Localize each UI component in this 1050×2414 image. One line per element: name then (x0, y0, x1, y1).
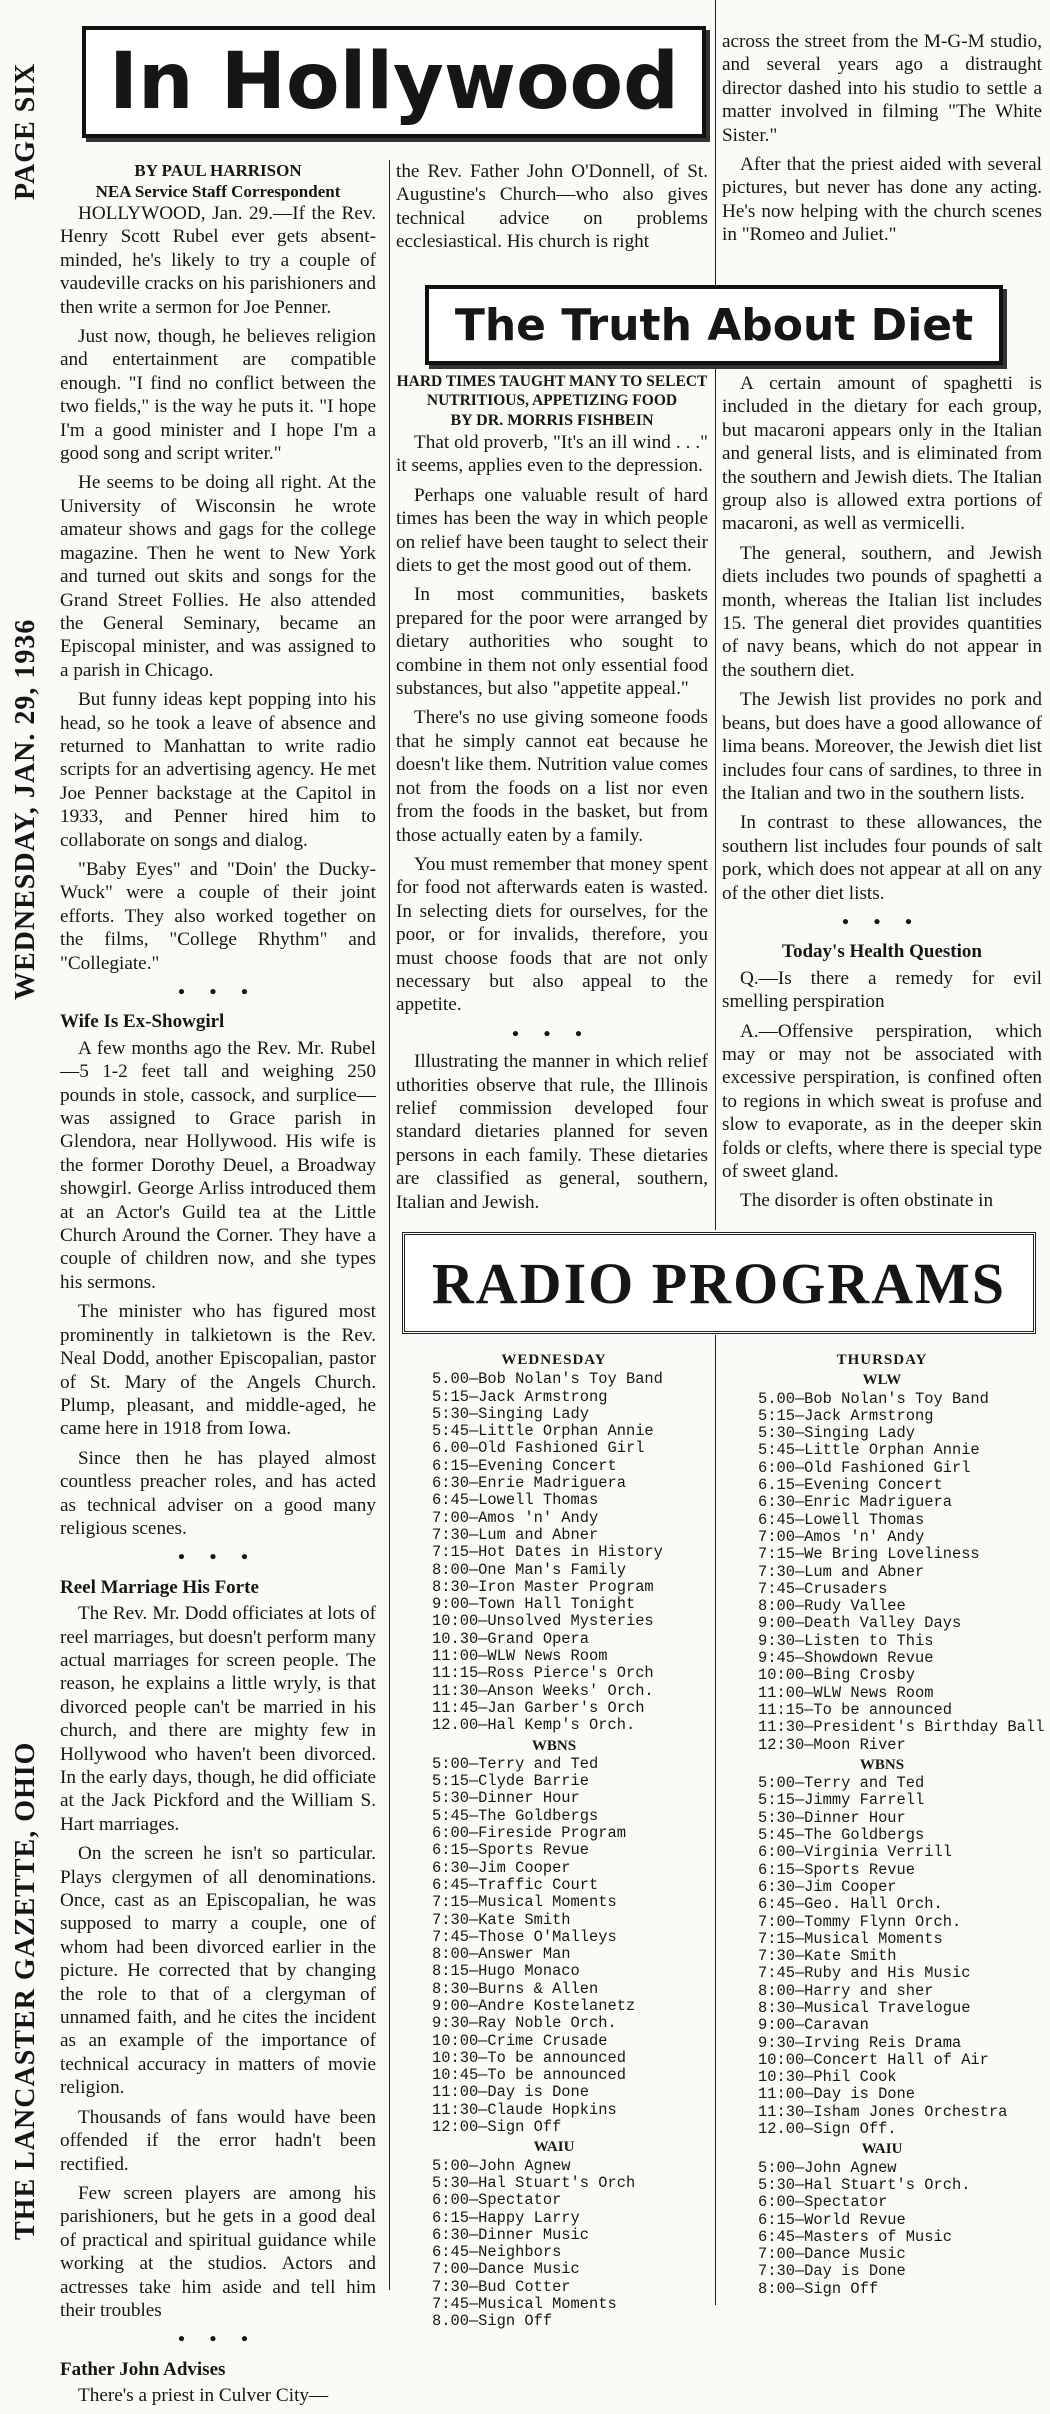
program-listing: 7:30—Bud Cotter (432, 2277, 571, 2296)
health-question-head: Today's Health Question (782, 941, 982, 963)
hollywood-column-3 (722, 30, 1042, 253)
program-listing: 9:00—Town Hall Tonight (432, 1595, 636, 1614)
program-listing: 11:30—President's Birthday Ball (758, 1718, 1045, 1737)
program-listing: 5:15—Jack Armstrong (758, 1406, 934, 1425)
section-dots: • • • (178, 982, 258, 1003)
program-listing: 6:45—Geo. Hall Orch. (758, 1895, 943, 1914)
program-listing: 6:45—Lowell Thomas (758, 1510, 925, 1529)
paper-label: THE LANCASTER GAZETTE, OHIO (10, 1741, 41, 2240)
date-label: WEDNESDAY, JAN. 29, 1936 (10, 618, 41, 1000)
program-listing: 7:30—Kate Smith (758, 1947, 897, 1966)
radio-programs-title: RADIO PROGRAMS (431, 1250, 1007, 1316)
program-listing: 7:00—Amos 'n' Andy (758, 1527, 925, 1546)
program-listing: 5:45—The Goldbergs (432, 1806, 599, 1825)
hollywood-byline: BY PAUL HARRISON (134, 161, 302, 180)
paragraph: across the street from the M-G-M studio, and several years ago a distraught director dashed into his studio to settle a matter involved in filming "The White Sister." (722, 31, 1042, 146)
station-heading: WBNS (531, 1737, 577, 1754)
program-listing: 12:30—Moon River (758, 1735, 906, 1754)
program-listing: 5:30—Singing Lady (432, 1404, 590, 1423)
program-listing: 10:00—Crime Crusade (432, 2031, 608, 2050)
program-listing: 7:00—Tommy Flynn Orch. (758, 1912, 962, 1931)
program-listing: 5:30—Hal Stuart's Orch. (758, 2175, 971, 2194)
program-listing: 6:00—Fireside Program (432, 1824, 626, 1843)
program-listing: 9:30—Irving Reis Drama (758, 2033, 962, 2052)
program-listing: 6:00—Spectator (758, 2193, 888, 2212)
program-listing: 7:30—Lum and Abner (758, 1562, 925, 1581)
program-listing: 11:30—Claude Hopkins (432, 2100, 617, 2119)
program-listing: 11:00—Day is Done (758, 2085, 916, 2104)
station-heading: WBNS (859, 1756, 905, 1773)
paragraph: The Jewish list provides no pork and beans, but does have a good allowance of lima beans. Moreover, the Jewish diet list includes four cans of sardines, to three in the Italian and two in the southern lists. (722, 689, 1042, 804)
program-listing: 6.15—Evening Concert (758, 1476, 943, 1495)
program-listing: 5:30—Hal Stuart's Orch (432, 2173, 636, 2192)
program-listing: 5:15—Jimmy Farrell (758, 1791, 925, 1810)
program-listing: 6:00—Old Fashioned Girl (758, 1458, 971, 1477)
program-listing: 10:00—Bing Crosby (758, 1666, 916, 1685)
paragraph: In contrast to these allowances, the southern list includes four pounds of salt pork, which does not appear at all on any of the other diet lists. (722, 812, 1042, 904)
program-listing: 5:15—Jack Armstrong (432, 1387, 608, 1406)
radio-programs-banner (402, 1232, 1036, 1334)
diet-headline: HARD TIMES TAUGHT MANY TO SELECT NUTRITIOUS, APPETIZING FOOD (396, 373, 708, 409)
radio-wednesday (396, 1352, 712, 2331)
program-listing: 6:15—World Revue (758, 2210, 906, 2229)
program-listing: 5:45—Little Orphan Annie (758, 1441, 980, 1460)
program-listing: 10.30—Grand Opera (432, 1629, 590, 1648)
program-listing: 6:15—Happy Larry (432, 2208, 580, 2227)
program-listing: 11:15—To be announced (758, 1700, 952, 1719)
program-listing: 12.00—Hal Kemp's Orch. (432, 1716, 636, 1735)
program-listing: 11:00—WLW News Room (758, 1683, 934, 1702)
program-listing: 11:15—Ross Pierce's Orch (432, 1664, 654, 1683)
program-listing: 7:45—Those O'Malleys (432, 1927, 617, 1946)
paragraph: He seems to be doing all right. At the University of Wisconsin he wrote amateur shows and gags for the college magazine. Then he went to New York and turned out skits and songs for the Grand Street Follies. He also attended the General Seminary, became an Episcopal minister, and was assigned to a parish in Chicago. (60, 472, 376, 681)
hollywood-column-2 (396, 160, 708, 260)
program-listing: 7:45—Crusaders (758, 1579, 888, 1598)
paragraph: A certain amount of spaghetti is included in the dietary for each group, but macaroni appears only in the Italian and general lists, and is eliminated from the southern and Jewish diets. The Italian group also is allowed extra portions of macaroni, as well as vermicelli. (722, 373, 1042, 535)
radio-thursday (722, 1352, 1045, 2298)
program-listing: 5:30—Dinner Hour (758, 1808, 906, 1827)
program-listing: 6:15—Evening Concert (432, 1456, 617, 1475)
diet-banner (425, 285, 1003, 365)
day-heading: THURSDAY (836, 1352, 928, 1368)
program-listing: 10:30—To be announced (432, 2048, 626, 2067)
paragraph: Few screen players are among his parishioners, but he gets in a good deal of practical and spiritual guidance while working at the studios. Actors and actresses take him aside and tell him their troubles (60, 2182, 376, 2321)
subhead-father-john: Father John Advises (60, 2358, 226, 2380)
program-listing: 11:30—Anson Weeks' Orch. (432, 1681, 654, 1700)
column-rule-3 (715, 1335, 716, 2305)
program-listing: 7:00—Dance Music (432, 2260, 580, 2279)
program-listing: 5:45—The Goldbergs (758, 1826, 925, 1845)
paragraph: A few months ago the Rev. Mr. Rubel—5 1-2 feet tall and weighing 250 pounds in stole, cassock, and surplice—was assigned to Grace parish in Glendora, near Hollywood. His wife is the former Dorothy Deuel, a Broadway showgirl. George Arliss introduced them at an Actor's Guild tea at the Little Church Around the Corner. They have a couple of children now, and she types his sermons. (60, 1037, 376, 1293)
program-listing: 11:30—Isham Jones Orchestra (758, 2102, 1008, 2121)
program-listing: 6:30—Dinner Music (432, 2225, 590, 2244)
in-hollywood-banner (82, 26, 706, 138)
program-listing: 8:00—Rudy Vallee (758, 1597, 906, 1616)
diet-title: The Truth About Diet (454, 299, 974, 351)
diet-column-1 (396, 372, 708, 1220)
program-listing: 5:00—John Agnew (432, 2156, 571, 2175)
program-listing: 5:15—Clyde Barrie (432, 1772, 590, 1791)
paragraph: HOLLYWOOD, Jan. 29.—If the Rev. Henry Scott Rubel ever gets absent-minded, he's likely to try a couple of vaudeville cracks on his parishioners and then write a sermon for Joe Penner. (60, 203, 376, 318)
program-listing: 5:45—Little Orphan Annie (432, 1422, 654, 1441)
program-listing: 11:45—Jan Garber's Orch (432, 1698, 645, 1717)
program-listing: 7:15—Musical Moments (758, 1929, 943, 1948)
margin-strip (0, 0, 52, 2329)
subhead-reel-marriage: Reel Marriage His Forte (60, 1576, 259, 1598)
section-dots: • • • (842, 911, 922, 933)
program-listing: 9:30—Listen to This (758, 1631, 934, 1650)
paragraph: Just now, though, he believes religion and entertainment are compatible enough. "I find no conflict between the two fields," is the way he puts it. "I hope I'm a good minister and I hope I'm a good song and script writer." (60, 326, 376, 465)
program-listing: 8:00—Harry and sher (758, 1981, 934, 2000)
in-hollywood-title: In Hollywood (109, 37, 679, 127)
hollywood-byline-title: NEA Service Staff Correspondent (95, 182, 341, 201)
paragraph: "Baby Eyes" and "Doin' the Ducky-Wuck" were a couple of their joint efforts. They also worked together on the films, "College Rhythm" and "Collegiate." (60, 858, 376, 974)
program-listing: 10:30—Phil Cook (758, 2068, 897, 2087)
program-listing: 8:30—Musical Travelogue (758, 1998, 971, 2017)
program-listing: 11:00—Day is Done (432, 2083, 590, 2102)
program-listing: 6:45—Neighbors (432, 2243, 562, 2262)
station-heading: WAIU (533, 2139, 575, 2156)
program-listing: 5.00—Bob Nolan's Toy Band (432, 1370, 663, 1389)
program-listing: 8:30—Iron Master Program (432, 1577, 654, 1596)
paragraph: The Rev. Mr. Dodd officiates at lots of reel marriages, but doesn't perform many actual marriages for screen people. The reason, he explains a little wryly, is that divorced people can't be married in his church, and there are mighty few in Hollywood who haven't been divorced. In the early days, though, he did officiate at the Jack Pickford and the William S. Hart marriages. (60, 1603, 376, 1835)
program-listing: 8:30—Burns & Allen (432, 1979, 599, 1998)
paragraph: That old proverb, "It's an ill wind . . ." it seems, applies even to the depression. (396, 432, 708, 477)
program-listing: 5:00—John Agnew (758, 2158, 897, 2177)
program-listing: 9:00—Death Valley Days (758, 1614, 962, 1633)
program-listing: 5.00—Bob Nolan's Toy Band (758, 1389, 989, 1408)
paragraph: Illustrating the manner in which relief uthorities observe that rule, the Illinois relief commission developed four standard dietaries planned for seven persons in each family. These dietaries are classified as general, southern, Italian and Jewish. (396, 1051, 708, 1213)
program-listing: 7:30—Lum and Abner (432, 1525, 599, 1544)
program-listing: 6:30—Enrie Madriguera (432, 1474, 626, 1493)
paragraph: On the screen he isn't so particular. Plays clergymen of all denominations. Once, cast as an Episcopalian, he was supposed to marry a couple, one of whom had been divorced earlier in the picture. He corrected that by changing the role to that of a clergyman of unnamed faith, and he cites the incident as an example of the importance of technical accuracy in matters of movie religion. (60, 1843, 376, 2099)
program-listing: 5:00—Terry and Ted (758, 1774, 925, 1793)
paragraph: You must remember that money spent for food not afterwards eaten is wasted. In selecting diets for ourselves, for the poor, or for invalids, therefore, you must choose foods that are not only necessary but also appeal to the appetite. (396, 853, 708, 1016)
diet-byline: BY DR. MORRIS FISHBEIN (450, 412, 654, 429)
program-listing: 8.00—Sign Off (432, 2312, 553, 2331)
hollywood-column-1 (60, 160, 376, 2414)
program-listing: 7:30—Day is Done (758, 2262, 906, 2281)
program-listing: 6:15—Sports Revue (758, 1860, 916, 1879)
program-listing: 8:00—Sign Off (758, 2279, 879, 2298)
program-listing: 9:45—Showdown Revue (758, 1649, 934, 1668)
paragraph: There's no use giving someone foods that he simply cannot eat because he doesn't like them. Nutrition value comes not from the foods on a list nor even from the foods in the basket, but from those actually eaten by a family. (396, 707, 708, 846)
page-label: PAGE SIX (10, 62, 41, 200)
program-listing: 6:45—Traffic Court (432, 1875, 599, 1894)
program-listing: 10:00—Unsolved Mysteries (432, 1612, 654, 1631)
program-listing: 8:15—Hugo Monaco (432, 1962, 580, 1981)
program-listing: 8:00—One Man's Family (432, 1560, 626, 1579)
program-listing: 7:15—We Bring Loveliness (758, 1545, 980, 1564)
section-dots: • • • (512, 1023, 592, 1045)
program-listing: 6:45—Masters of Music (758, 2227, 952, 2246)
program-listing: 5:30—Singing Lady (758, 1424, 916, 1443)
paragraph: Since then he has played almost countless preacher roles, and has acted as technical adviser on a good many religious scenes. (60, 1447, 376, 1539)
paragraph: There's a priest in Culver City— (78, 2385, 329, 2407)
program-listing: 7:15—Musical Moments (432, 1893, 617, 1912)
program-listing: 11:00—WLW News Room (432, 1647, 608, 1666)
program-listing: 7:00—Dance Music (758, 2245, 906, 2264)
program-listing: 5:00—Terry and Ted (432, 1754, 599, 1773)
program-listing: 6:30—Jim Cooper (758, 1877, 897, 1896)
program-listing: 9:00—Andre Kostelanetz (432, 1996, 636, 2015)
program-listing: 6:00—Virginia Verrill (758, 1843, 952, 1862)
program-listing: 6:45—Lowell Thomas (432, 1491, 599, 1510)
paragraph: Thousands of fans would have been offended if the error hadn't been rectified. (60, 2106, 376, 2175)
paragraph: But funny ideas kept popping into his head, so he took a leave of absence and returned to Manhattan to write radio scripts for an advertising agency. He met Joe Penner backstage at the Capitol in 1933, and Penner hired him to collaborate on songs and dialog. (60, 689, 376, 851)
program-listing: 12:00—Sign Off (432, 2118, 562, 2137)
program-listing: 10:45—To be announced (432, 2066, 626, 2085)
program-listing: 6:00—Spectator (432, 2191, 562, 2210)
paragraph: The minister who has figured most prominently in talkietown is the Rev. Neal Dodd, another Episcopalian, pastor of St. Mary of the Angels Church. Plump, pleasant, and middle-aged, he came here in 1918 from Iowa. (60, 1301, 376, 1440)
paragraph: After that the priest aided with several pictures, but never has done any acting. He's now helping with the church scenes in "Romeo and Juliet." (722, 154, 1042, 246)
answer: A.—Offensive perspiration, which may or may not be associated with excessive perspiration, is confined often to regions in which sweat is profuse and slow to evaporate, as in the deeper skin folds or clefts, where there is special type of sweet gland. (722, 1020, 1042, 1182)
program-listing: 9:00—Caravan (758, 2016, 869, 2035)
program-listing: 6.00—Old Fashioned Girl (432, 1439, 645, 1458)
program-listing: 7:15—Hot Dates in History (432, 1543, 663, 1562)
program-listing: 6:30—Jim Cooper (432, 1858, 571, 1877)
subhead-wife: Wife Is Ex-Showgirl (60, 1011, 225, 1033)
program-listing: 7:30—Kate Smith (432, 1910, 571, 1929)
program-listing: 12.00—Sign Off. (758, 2120, 897, 2139)
program-listing: 6:30—Enric Madriguera (758, 1493, 952, 1512)
column-rule-2 (715, 0, 716, 1230)
program-listing: 9:30—Ray Noble Orch. (432, 2014, 617, 2033)
paragraph: Perhaps one valuable result of hard times has been the way in which people on relief have been taught to select their diets to get the most good out of them. (396, 484, 708, 577)
paragraph: The general, southern, and Jewish diets includes two pounds of spaghetti a month, whereas the Italian list includes 15. The general diet provides quantities of navy beans, which do not appear in the southern diet. (722, 542, 1042, 681)
paragraph: the Rev. Father John O'Donnell, of St. Augustine's Church—who also gives technical advice on problems ecclesiastical. His church is right (396, 161, 708, 253)
paragraph: In most communities, baskets prepared for the poor were arranged by dietary authorities who sought to combine in them not only essential food substances, but also "appetite appeal." (396, 584, 708, 700)
answer: The disorder is often obstinate in (740, 1190, 994, 1212)
program-listing: 7:45—Musical Moments (432, 2295, 617, 2314)
station-heading: WLW (862, 1372, 902, 1389)
program-listing: 6:15—Sports Revue (432, 1841, 590, 1860)
program-listing: 5:30—Dinner Hour (432, 1789, 580, 1808)
column-rule-1 (389, 160, 390, 2290)
question: Q.—Is there a remedy for evil smelling perspiration (722, 967, 1042, 1013)
day-heading: WEDNESDAY (501, 1352, 607, 1368)
station-heading: WAIU (861, 2141, 903, 2158)
program-listing: 10:00—Concert Hall of Air (758, 2050, 989, 2069)
program-listing: 7:45—Ruby and His Music (758, 1964, 971, 1983)
program-listing: 7:00—Amos 'n' Andy (432, 1508, 599, 1527)
diet-column-2 (722, 372, 1042, 1219)
section-dots: • • • (178, 1547, 258, 1569)
section-dots: • • • (178, 2329, 258, 2351)
program-listing: 8:00—Answer Man (432, 1945, 571, 1964)
